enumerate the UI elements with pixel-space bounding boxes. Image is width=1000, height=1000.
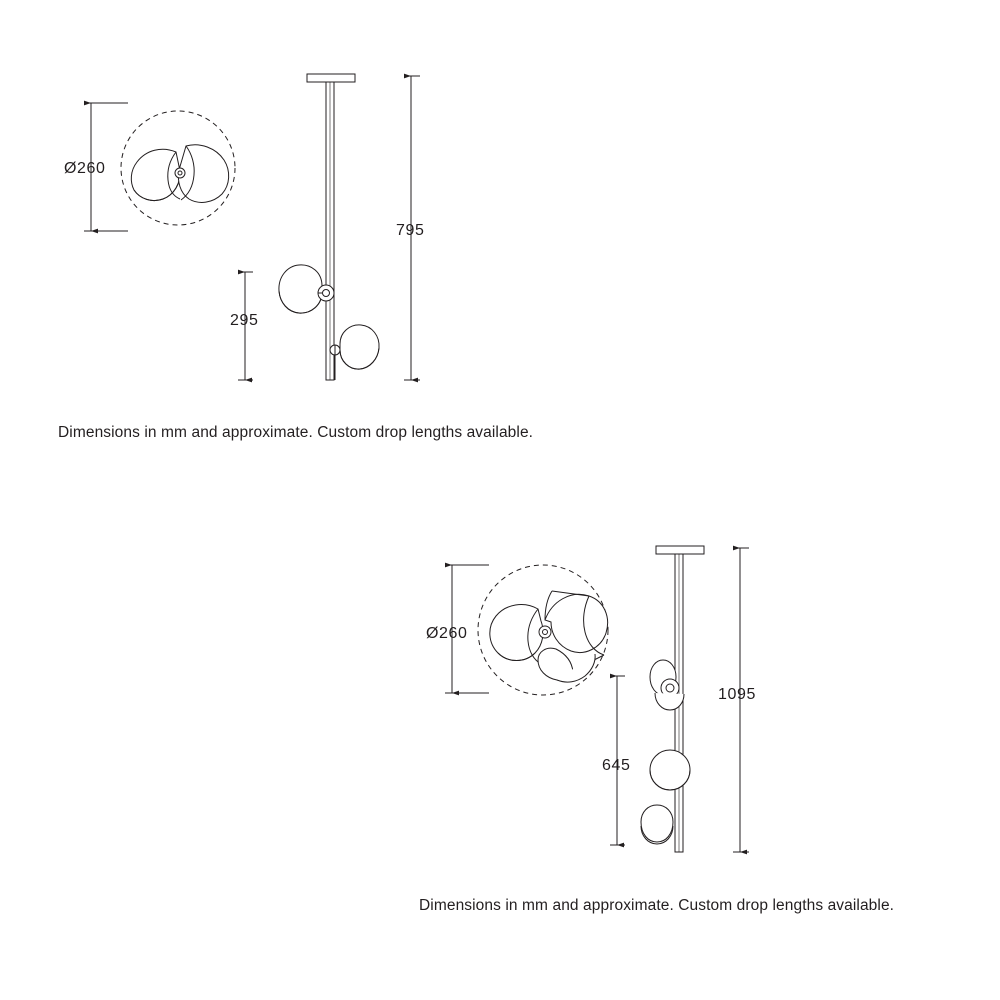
dimension-label-shade-spread-bottom: 645	[602, 757, 631, 774]
elevation-view-bottom	[641, 546, 704, 852]
dimension-label-plan-diameter-top: Ø260	[64, 160, 106, 177]
note-top: Dimensions in mm and approximate. Custom drop lengths available.	[58, 424, 534, 441]
figure-top	[84, 74, 420, 380]
note-bottom: Dimensions in mm and approximate. Custom drop lengths available.	[419, 897, 895, 914]
dimension-label-overall-drop-bottom: 1095	[718, 686, 756, 703]
plan-view-top	[121, 111, 235, 225]
plan-view-bottom	[478, 565, 608, 695]
figure-bottom	[445, 546, 749, 852]
dimension-label-shade-spread-top: 295	[230, 312, 259, 329]
elevation-view-top	[279, 74, 379, 380]
dimension-label-plan-diameter-bottom: Ø260	[426, 625, 468, 642]
dimension-label-overall-drop-top: 795	[396, 222, 425, 239]
